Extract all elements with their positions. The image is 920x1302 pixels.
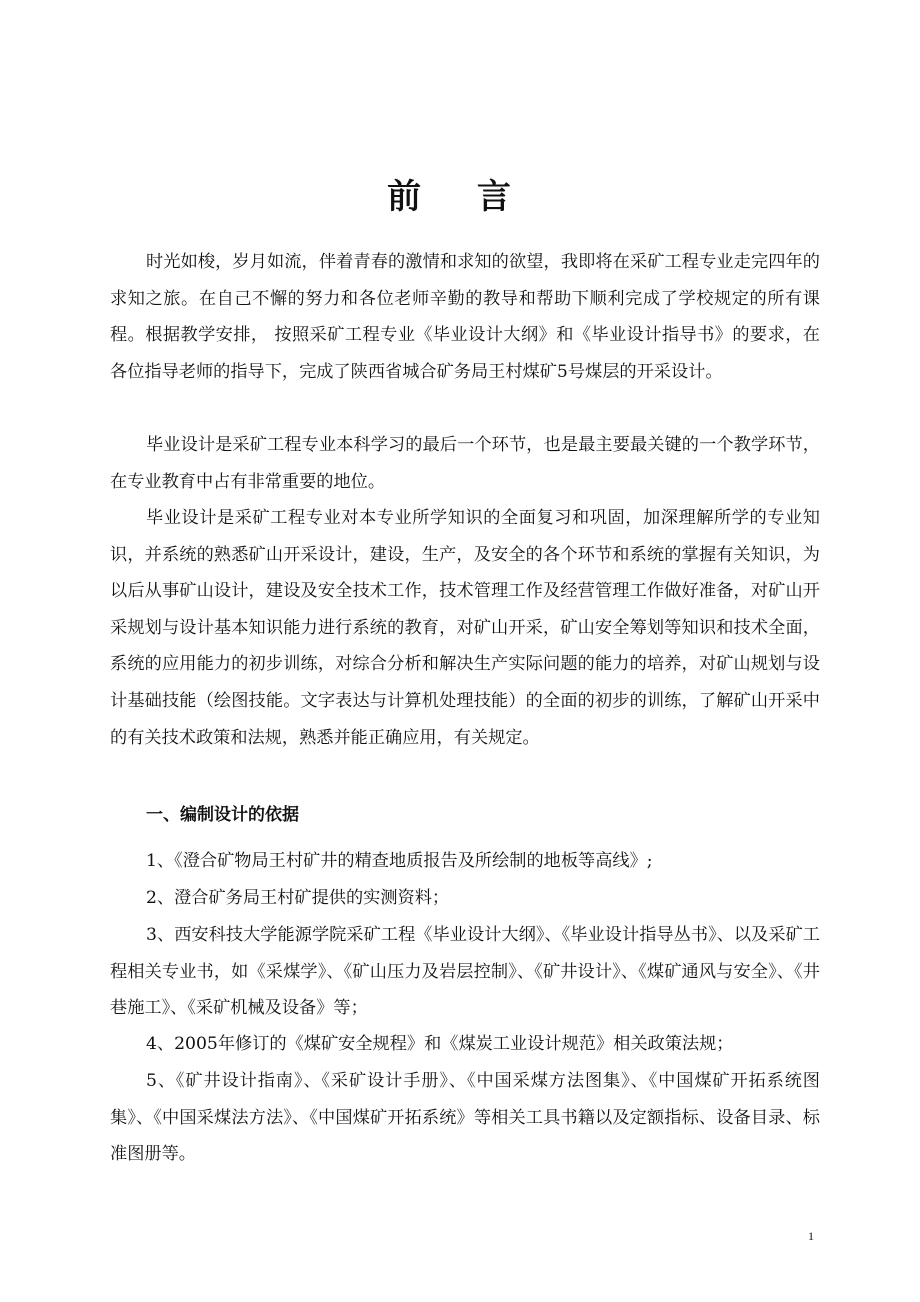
page-title: 前 言 bbox=[387, 177, 533, 217]
basis-item-2: 2、澄合矿务局王村矿提供的实测资料； bbox=[146, 888, 450, 908]
section-heading: 一、编制设计的依据 bbox=[146, 805, 299, 825]
page-number: 1 bbox=[808, 1229, 814, 1243]
basis-item-5: 5、《矿井设计指南》、《采矿设计手册》、《中国采煤方法图集》、《中国煤矿开拓系统图集》、《中国采煤法方法》、《中国煤矿开拓系统》等相关工具书籍以及定额指标、设备目录、标准图册等。 bbox=[110, 1071, 820, 1165]
basis-item-1: 1、《澄合矿物局王村矿井的精查地质报告及所绘制的地板等高线》; bbox=[146, 851, 653, 871]
preface-paragraph-3: 毕业设计是采矿工程专业对本专业所学知识的全面复习和巩固，加深理解所学的专业知识，并系统的熟悉矿山开采设计，建设，生产，及安全的各个环节和系统的掌握有关知识，为以后从事矿山设计，建设及安全技术工作，技术管理工作及经营管理工作做好准备，对矿山开采规划与设计基本知识能力进行系统的教育，对矿山开采，矿山安全筹划等知识和技术全面，系统的应用能力的初步训练，对综合分析和解决生产实际问题的能力的培养，对矿山规划与设计基础技能（绘图技能。文字表达与计算机处理技能）的全面的初步的训练，了解矿山开采中的有关技术政策和法规，熟悉并能正确应用，有关规定。 bbox=[110, 508, 820, 748]
preface-paragraph-1: 时光如梭，岁月如流，伴着青春的激情和求知的欲望，我即将在采矿工程专业走完四年的求知之旅。在自己不懈的努力和各位老师辛勤的教导和帮助下顺利完成了学校规定的所有课程。根据教学安排， 按照采矿工程专业《毕业设计大纲》和《毕业设计指导书》的要求，在各位指导老师的指导下，完成了陕西省城合矿务局王村煤矿5号煤层的开采设计。 bbox=[110, 252, 820, 382]
basis-item-4: 4、2005年修订的《煤矿安全规程》和《煤炭工业设计规范》相关政策法规； bbox=[146, 1034, 734, 1054]
basis-item-3: 3、西安科技大学能源学院采矿工程《毕业设计大纲》、《毕业设计指导丛书》、以及采矿工程相关专业书，如《采煤学》、《矿山压力及岩层控制》、《矿井设计》、《煤矿通风与安全》、《井巷施工》、《采矿机械及设备》等； bbox=[110, 925, 820, 1019]
preface-paragraph-2: 毕业设计是采矿工程专业本科学习的最后一个环节，也是最主要最关键的一个教学环节，在专业教育中占有非常重要的地位。 bbox=[110, 435, 820, 492]
